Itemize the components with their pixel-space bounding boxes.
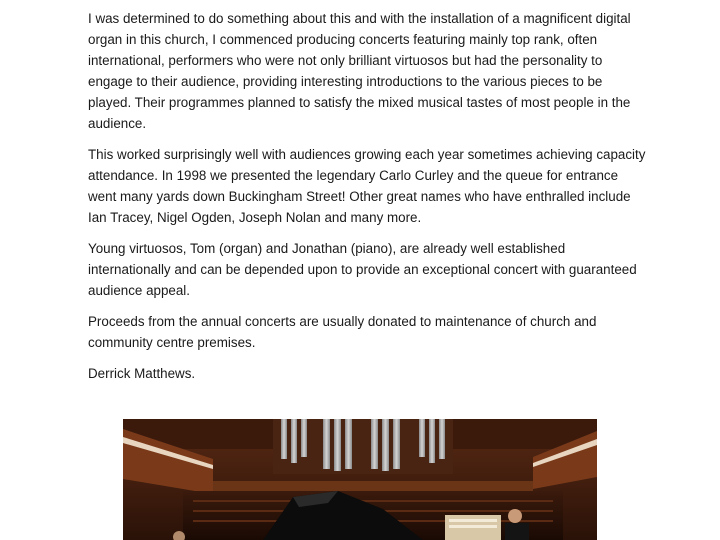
paragraph-2: This worked surprisingly well with audiences growing each year sometimes achieving capacity attendance. In 1998 we presented the legendary Carlo Curley and the queue for entrance went many yards down Buckingham Street! Other great names who have enthralled include Ian Tracey, Nigel Ogden, Joseph Nolan and many more. xyxy=(88,147,646,225)
concert-hall-photo xyxy=(123,419,597,540)
organ-pipes xyxy=(273,419,453,474)
signature: Derrick Matthews. xyxy=(88,366,196,381)
paragraph-4: Proceeds from the annual concerts are usually donated to maintenance of church and community centre premises. xyxy=(88,314,597,350)
paragraph-3: Young virtuosos, Tom (organ) and Jonathan (piano), are already well established internationally and can be depended upon to provide an exceptional concert with guaranteed audience appeal. xyxy=(88,241,637,298)
letter-body xyxy=(88,8,648,394)
paragraph-1: I was determined to do something about this and with the installation of a magnificent digital organ in this church, I commenced producing concerts featuring mainly top rank, often international, performers who were not only brilliant virtuosos but had the personality to engage to their audience, providing interesting introductions to the various pieces to be played. Their programmes planned to satisfy the mixed musical tastes of most people in the audience. xyxy=(88,11,631,131)
organ-console xyxy=(445,515,501,540)
